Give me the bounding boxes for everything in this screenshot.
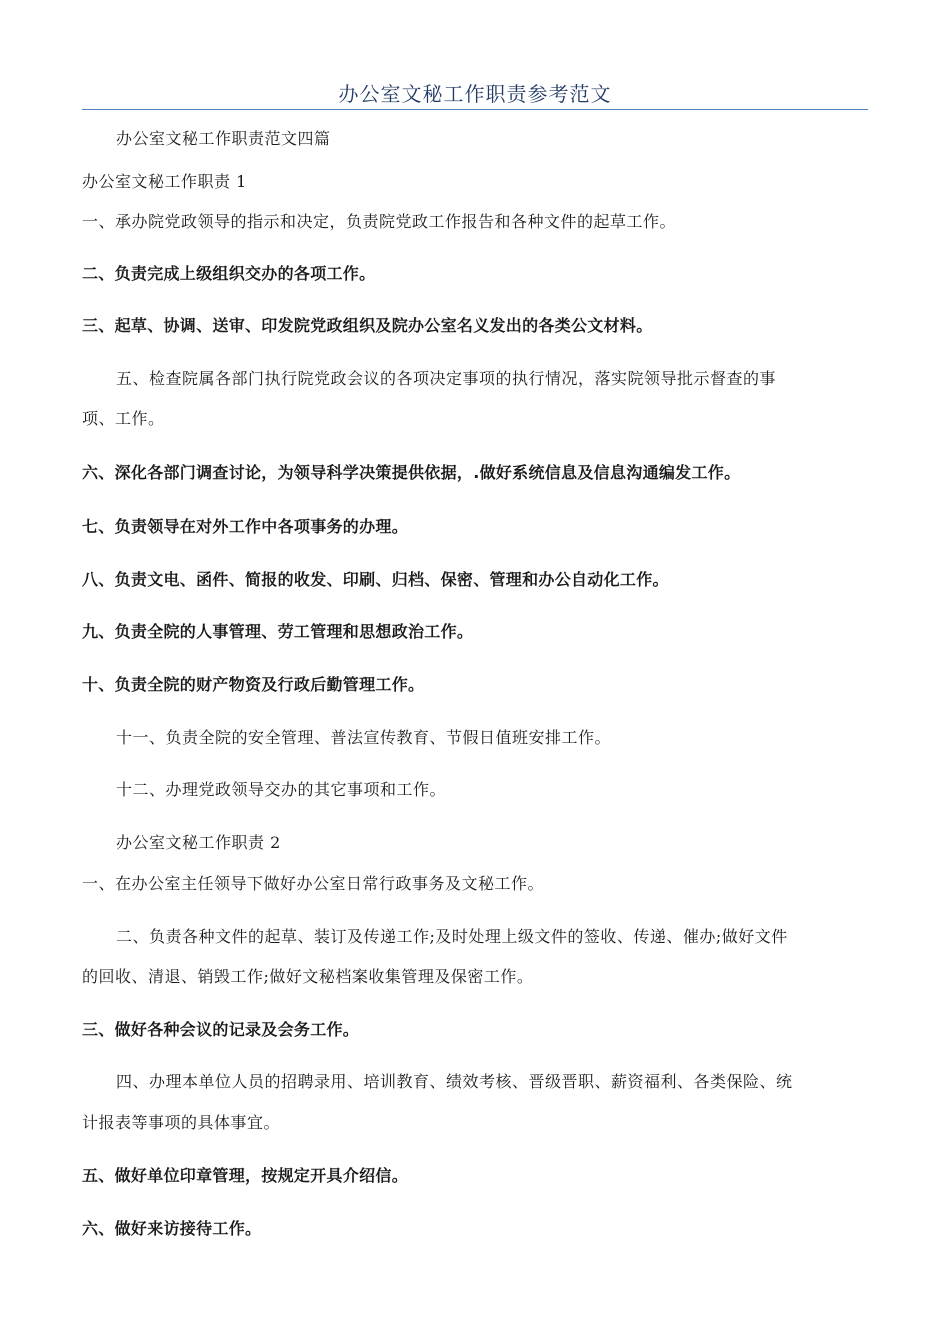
title-underline xyxy=(82,109,868,110)
section-heading-1: 办公室文秘工作职责 1 xyxy=(82,172,247,191)
duty-item: 五、检查院属各部门执行院党政会议的各项决定事项的执行情况，落实院领导批示督查的事 xyxy=(116,369,777,388)
section-heading-2: 办公室文秘工作职责 2 xyxy=(116,833,281,852)
duty-item: 十二、办理党政领导交办的其它事项和工作。 xyxy=(116,780,447,799)
duty-item: 二、负责完成上级组织交办的各项工作。 xyxy=(82,264,376,283)
duty-item: 十、负责全院的财产物资及行政后勤管理工作。 xyxy=(82,675,425,694)
duty-item: 八、负责文电、函件、简报的收发、印刷、归档、保密、管理和办公自动化工作。 xyxy=(82,570,669,589)
document-subtitle: 办公室文秘工作职责范文四篇 xyxy=(116,129,331,148)
document-title: 办公室文秘工作职责参考范文 xyxy=(338,82,612,106)
duty-item: 二、负责各种文件的起草、装订及传递工作;及时处理上级文件的签收、传递、催办;做好文件 xyxy=(116,927,788,946)
duty-item: 一、承办院党政领导的指示和决定，负责院党政工作报告和各种文件的起草工作。 xyxy=(82,212,677,231)
duty-item: 五、做好单位印章管理，按规定开具介绍信。 xyxy=(82,1166,409,1185)
duty-item: 七、负责领导在对外工作中各项事务的办理。 xyxy=(82,517,409,536)
duty-item: 一、在办公室主任领导下做好办公室日常行政事务及文秘工作。 xyxy=(82,874,545,893)
duty-item: 十一、负责全院的安全管理、普法宣传教育、节假日值班安排工作。 xyxy=(116,728,612,747)
duty-item: 三、做好各种会议的记录及会务工作。 xyxy=(82,1020,360,1039)
duty-item-continuation: 计报表等事项的具体事宜。 xyxy=(82,1113,281,1132)
duty-item-continuation: 的回收、清退、销毁工作;做好文秘档案收集管理及保密工作。 xyxy=(82,967,534,986)
duty-item: 九、负责全院的人事管理、劳工管理和思想政治工作。 xyxy=(82,622,474,641)
duty-item: 三、起草、协调、送审、印发院党政组织及院办公室名义发出的各类公文材料。 xyxy=(82,316,653,335)
duty-item: 四、办理本单位人员的招聘录用、培训教育、绩效考核、晋级晋职、薪资福利、各类保险、统 xyxy=(116,1072,793,1091)
duty-item: 六、深化各部门调查讨论，为领导科学决策提供依据，.做好系统信息及信息沟通编发工作。 xyxy=(82,463,741,482)
duty-item-continuation: 项、工作。 xyxy=(82,409,165,428)
duty-item: 六、做好来访接待工作。 xyxy=(82,1219,262,1238)
